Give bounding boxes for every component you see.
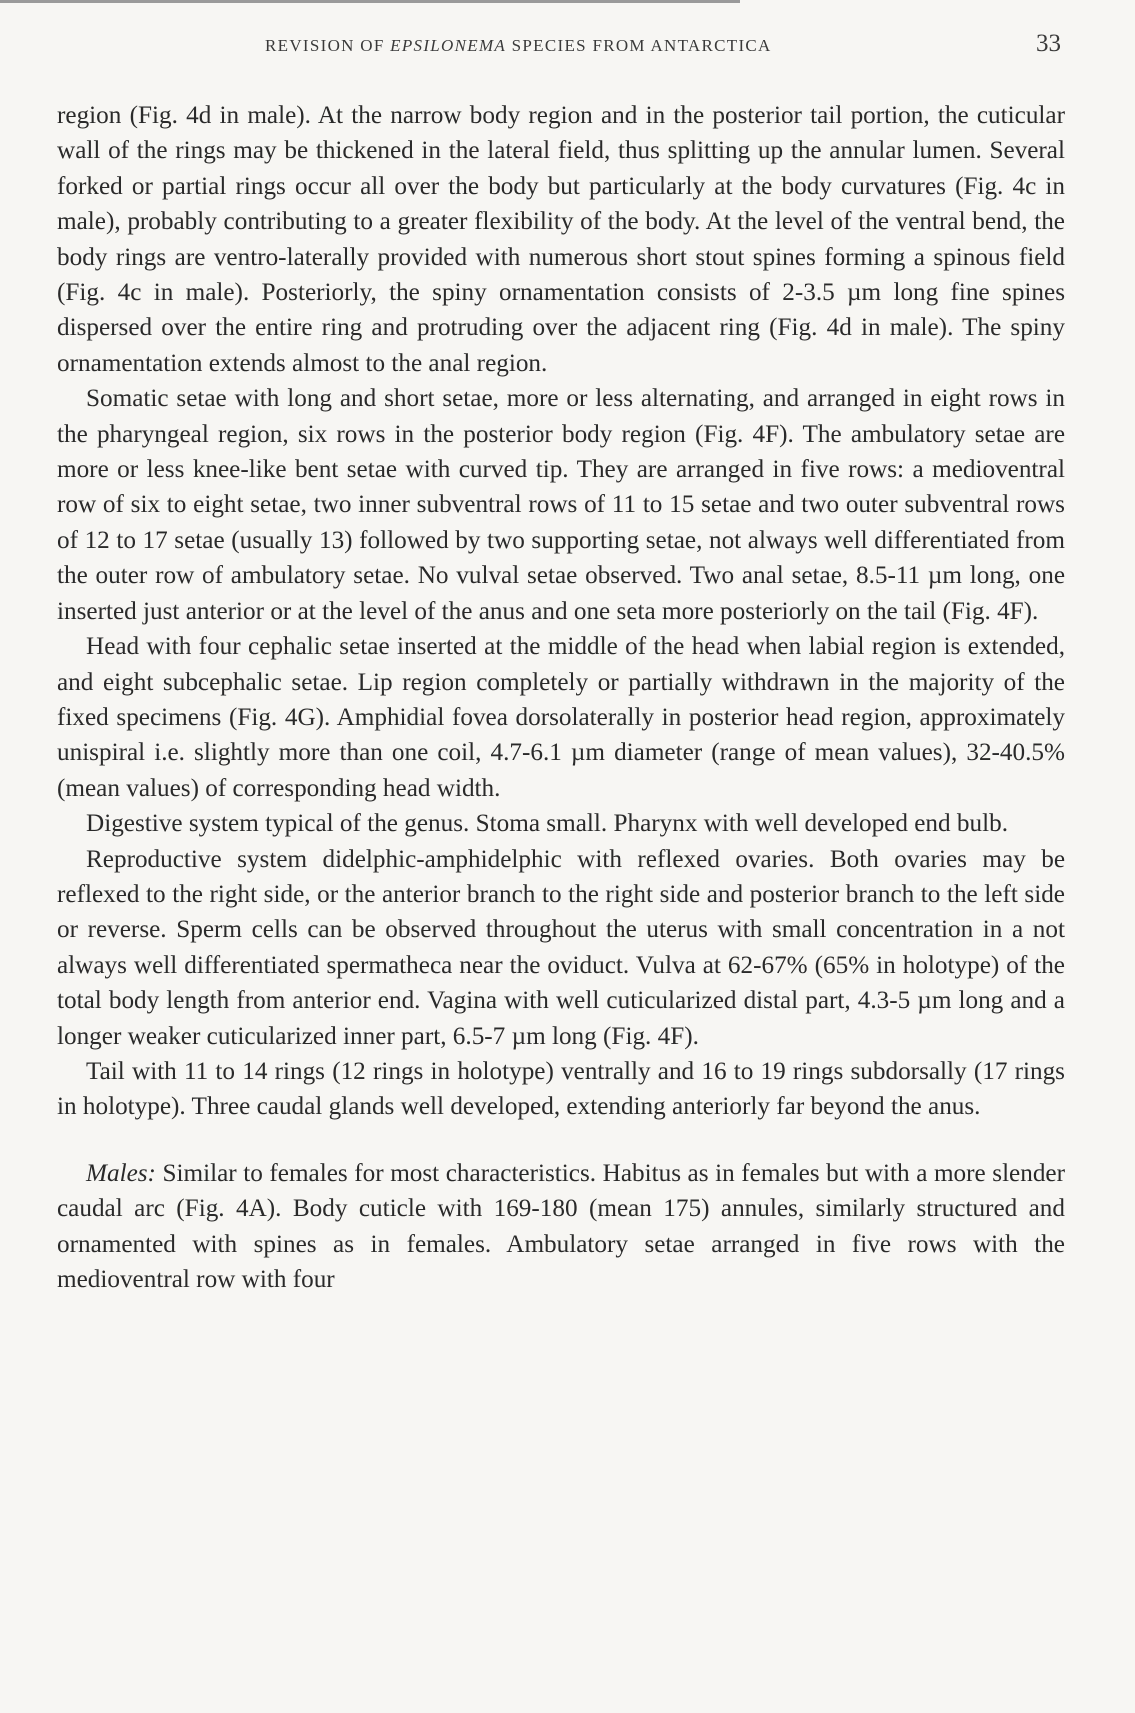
males-text: Similar to females for most characteristics. Habitus as in females but with a more slender caudal arc (Fig. 4A). Body cuticle with 169-180 (mean 175) annules, similarly structured and ornamented with spines as in females. Ambulatory setae arranged in five rows with the medioventral row with four	[57, 1159, 1065, 1293]
paragraph-tail: Tail with 11 to 14 rings (12 rings in holotype) ventrally and 16 to 19 rings subdorsally (17 rings in holotype). Three caudal glands well developed, extending anteriorly far beyond the anus.	[57, 1057, 1065, 1121]
paragraph-cuticle-ornamentation: region (Fig. 4d in male). At the narrow body region and in the posterior tail portion, the cuticular wall of the rings may be thickened in the lateral field, thus splitting up the annular lumen. Several forked or partial rings occur all over the body but particularly at the body curvatures (Fig. 4c in male), probably contributing to a greater flexibility of the body. At the level of the ventral bend, the body rings are ventro-laterally provided with numerous short stout spines forming a spinous field (Fig. 4c in male). Posteriorly, the spiny ornamentation consists of 2-3.5 µm long fine spines dispersed over the entire ring and protruding over the adjacent ring (Fig. 4d in male). The spiny ornamentation extends almost to the anal region.	[57, 102, 1065, 377]
paragraph-digestive-system: Digestive system typical of the genus. Stoma small. Pharynx with well developed end bulb.	[86, 810, 1008, 838]
header-title-prefix: REVISION OF	[265, 36, 391, 55]
paragraph-reproductive-system: Reproductive system didelphic-amphidelphic with reflexed ovaries. Both ovaries may be reflexed to the right side, or the anterior branch to the right side and posterior branch to the left side or reverse. Sperm cells can be observed throughout the uterus with small concentration in a not always well differentiated spermatheca near the oviduct. Vulva at 62-67% (65% in holotype) of the total body length from anterior end. Vagina with well cuticularized distal part, 4.3-5 µm long and a longer weaker cuticularized inner part, 6.5-7 µm long (Fig. 4F).	[57, 845, 1065, 1050]
running-header	[265, 36, 865, 56]
paragraph-head: Head with four cephalic setae inserted at the middle of the head when labial region is extended, and eight subcephalic setae. Lip region completely or partially withdrawn in the majority of the fixed specimens (Fig. 4G). Amphidial fovea dorsolaterally in posterior head region, approximately unispiral i.e. slightly more than one coil, 4.7-6.1 µm diameter (range of mean values), 32-40.5% (mean values) of corresponding head width.	[57, 633, 1065, 802]
body-text	[57, 98, 1065, 1297]
page-number: 33	[1036, 30, 1061, 57]
header-title-suffix: SPECIES FROM ANTARCTICA	[506, 36, 772, 55]
paragraph-somatic-setae: Somatic setae with long and short setae, more or less alternating, and arranged in eight rows in the pharyngeal region, six rows in the posterior body region (Fig. 4F). The ambulatory setae are more or less knee-like bent setae with curved tip. They are arranged in five rows: a medioventral row of six to eight setae, two inner subventral rows of 11 to 15 setae and two outer subventral rows of 12 to 17 setae (usually 13) followed by two supporting setae, not always well differentiated from the outer row of ambulatory setae. No vulval setae observed. Two anal setae, 8.5-11 µm long, one inserted just anterior or at the level of the anus and one seta more posteriorly on the tail (Fig. 4F).	[57, 385, 1065, 625]
top-rule	[0, 0, 740, 3]
header-genus-name: EPSILONEMA	[390, 36, 507, 55]
paragraph-males	[57, 1156, 1065, 1298]
males-label: Males:	[86, 1159, 156, 1187]
